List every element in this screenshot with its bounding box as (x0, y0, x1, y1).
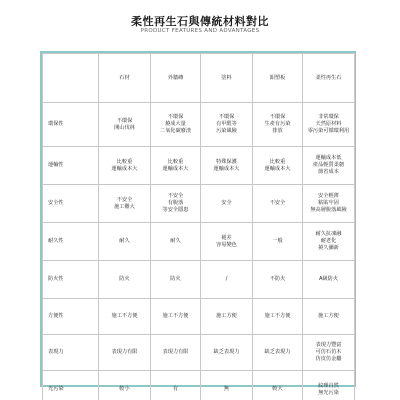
table-cell: 不安全 有脫落 等安全隱患 (151, 185, 201, 223)
column-header: 柔性再生石 (303, 54, 355, 103)
table-cell: 非常環保 天然原材料 零污染可循環利用 (303, 103, 355, 147)
table-cell: 施工方便 (303, 299, 355, 335)
table-cell: 安全 (201, 185, 253, 223)
table-cell: 不環保 有甲醛等 污染風險 (201, 103, 253, 147)
table-row (43, 335, 355, 371)
table-cell: 耐久抗凍融 耐老化 撓久彌新 (303, 223, 355, 261)
page-title: 柔性再生石與傳統材料對比 (131, 15, 269, 28)
table-row (43, 103, 355, 147)
table-cell: 一般 (253, 223, 303, 261)
table-cell: 不環保 開山伐林 (99, 103, 151, 147)
column-header: 外牆磚 (151, 54, 201, 103)
header-corner-cell (43, 54, 99, 103)
table-cell: 耐久 (99, 223, 151, 261)
comparison-table (42, 53, 355, 400)
table-cell: 表現力有限 (151, 335, 201, 371)
page-subtitle: PRODUCT FEATURES AND ADVANTAGES (140, 28, 260, 34)
column-header: 鋁塑板 (253, 54, 303, 103)
table-row (43, 147, 355, 185)
row-header: 耐久性 (43, 223, 99, 261)
row-header: 表現力 (43, 335, 99, 371)
table-cell: 較大 (253, 371, 303, 400)
table-row (43, 371, 355, 400)
table-cell: 施工不方便 (99, 299, 151, 335)
table-cell: 特殊保護 運輸成本大 (201, 147, 253, 185)
row-header: 防火性 (43, 261, 99, 299)
table-cell: 比較重 運輸成本大 (151, 147, 201, 185)
table-cell: 施工不方便 (151, 299, 201, 335)
table-cell: 防火 (151, 261, 201, 299)
table-cell: 防火 (99, 261, 151, 299)
table-cell: 運輸成本低 產品輕質柔韌 節省成本 (303, 147, 355, 185)
table-cell: 施工不方便 (253, 299, 303, 335)
table-cell: / (201, 261, 253, 299)
table-cell: 施工方便 (201, 299, 253, 335)
table-cell: 有 (151, 371, 201, 400)
table-cell: 表現力豐富 可仿石仿木 仿皮仿金屬 (303, 335, 355, 371)
table-cell: 比較重 運輸成本大 (99, 147, 151, 185)
row-header: 運輸性 (43, 147, 99, 185)
table-cell: 不環保 燒成大量 二氧化碳廢渣 (151, 103, 201, 147)
column-header: 石材 (99, 54, 151, 103)
table-cell: 不環保 生產有污染 排放 (253, 103, 303, 147)
table-row (43, 185, 355, 223)
column-header: 塗料 (201, 54, 253, 103)
table-cell: 不安全 (253, 185, 303, 223)
table-cell: A級防火 (303, 261, 355, 299)
table-cell: 不防火 (253, 261, 303, 299)
table-header-row (43, 54, 355, 103)
table-cell: 紋理自然 無光污染 (303, 371, 355, 400)
table-cell: 無 (201, 371, 253, 400)
table-cell: 耐久 (151, 223, 201, 261)
table-row (43, 299, 355, 335)
table-cell: 不安全 施工難大 (99, 185, 151, 223)
table-cell: 安全輕薄 粘貼牢固 無高層脫落風險 (303, 185, 355, 223)
table-cell: 褪差 容易變色 (201, 223, 253, 261)
row-header: 光污染 (43, 371, 99, 400)
row-header: 方便性 (43, 299, 99, 335)
table-row (43, 261, 355, 299)
table-cell: 缺乏表現力 (201, 335, 253, 371)
table-row (43, 223, 355, 261)
table-cell: 缺乏表現力 (253, 335, 303, 371)
row-header: 環保性 (43, 103, 99, 147)
row-header: 安全性 (43, 185, 99, 223)
table-cell: 比較重 運輸成本大 (253, 147, 303, 185)
table-cell: 較小 (99, 371, 151, 400)
table-cell: 表現力有限 (99, 335, 151, 371)
